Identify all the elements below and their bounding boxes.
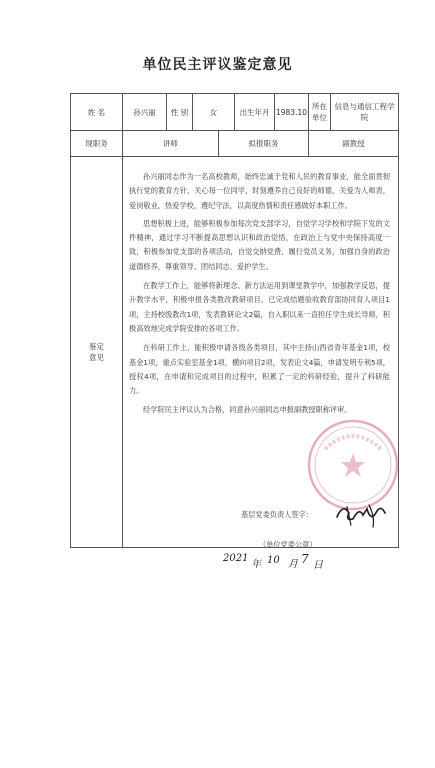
signature-label: 基层党委负责人签字：	[241, 510, 313, 519]
birth-label: 出生年月	[235, 94, 275, 131]
birth-value: 1983.10	[275, 94, 309, 131]
date-day: 7	[301, 552, 309, 566]
opinion-paragraph-5: 经学院民主评议认为合格，同意孙兴丽同志申报副教授职称评审。	[143, 405, 352, 415]
unit-value: 信息与通信工程学院	[331, 94, 399, 131]
opinion-paragraph-3: 在教学工作上，能够将新理念、新方法运用到课堂教学中，加强教学反思，提升教学水平，积极申报各类教改教研项目，已完成结题验收教育部协同育人项目1项，主持校级教改1项，发表教研论文2篇，自入职以来一直担任学生成长导师，积极高效地完成学院安排的各项工作。	[129, 281, 390, 333]
unit-label: 所在单位	[309, 94, 331, 131]
gender-value: 女	[193, 94, 235, 131]
date-day-suffix: 日	[313, 560, 323, 571]
opinion-paragraph-2: 思想积极上进，能够积极参加每次党支部学习，自觉学习学校和学院下发的文件精神，通过学习不断提高思想认识和政治觉悟，在政治上与党中央保持高度一致，积极参加党支部的各项活动，自觉交纳党费，履行党员义务，加强自身的政治道德修养，尊重领导、团结同志、爱护学生。	[129, 218, 390, 271]
current-title-label: 现职务	[71, 131, 123, 157]
opinion-label-text: 鉴定意见	[89, 342, 104, 362]
title-info-row	[71, 131, 399, 157]
date-year-suffix: 年	[251, 559, 261, 570]
opinion-paragraph-4: 在科研工作上，能积极申请各级各类项目，其中主持山西省青年基金1项，校基金1项，重点实验室基金1项，横向项目2项，发表论文4篇，申请发明专利5项，授权4项，在申请和完成项目的过程中，积累了一定的科研经验，提升了科研能力。	[129, 343, 390, 396]
handwritten-signature	[333, 499, 389, 529]
opinion-body	[123, 157, 399, 571]
current-title-value: 讲师	[123, 131, 219, 157]
proposed-title-value: 副教授	[309, 131, 399, 157]
name-value: 孙兴丽	[123, 94, 167, 131]
personal-info-row	[71, 94, 399, 131]
evaluation-form-table	[70, 93, 399, 571]
document-title: 单位民主评议鉴定意见	[142, 57, 293, 73]
opinion-row	[71, 157, 399, 548]
date-month-suffix: 月	[288, 559, 298, 570]
name-label: 姓 名	[71, 94, 123, 131]
opinion-paragraph-1: 孙兴丽同志作为一名高校教师，始终忠诚于党和人民的教育事业，能全面贯彻执行党的教育方针，关心每一位同学，时刻遵养自己良好的师德，关爱为人师表，爱岗敬业，热爱学校，遵纪守法，以高度热情和责任感做好本职工作。	[129, 172, 390, 210]
proposed-title-label: 拟报职务	[219, 131, 309, 157]
date-month: 10	[267, 555, 280, 566]
gender-label: 性 别	[167, 94, 193, 131]
date-year: 2021	[223, 553, 249, 564]
opinion-label	[71, 157, 123, 548]
stamp-label: （单位党委公章）	[259, 540, 317, 549]
